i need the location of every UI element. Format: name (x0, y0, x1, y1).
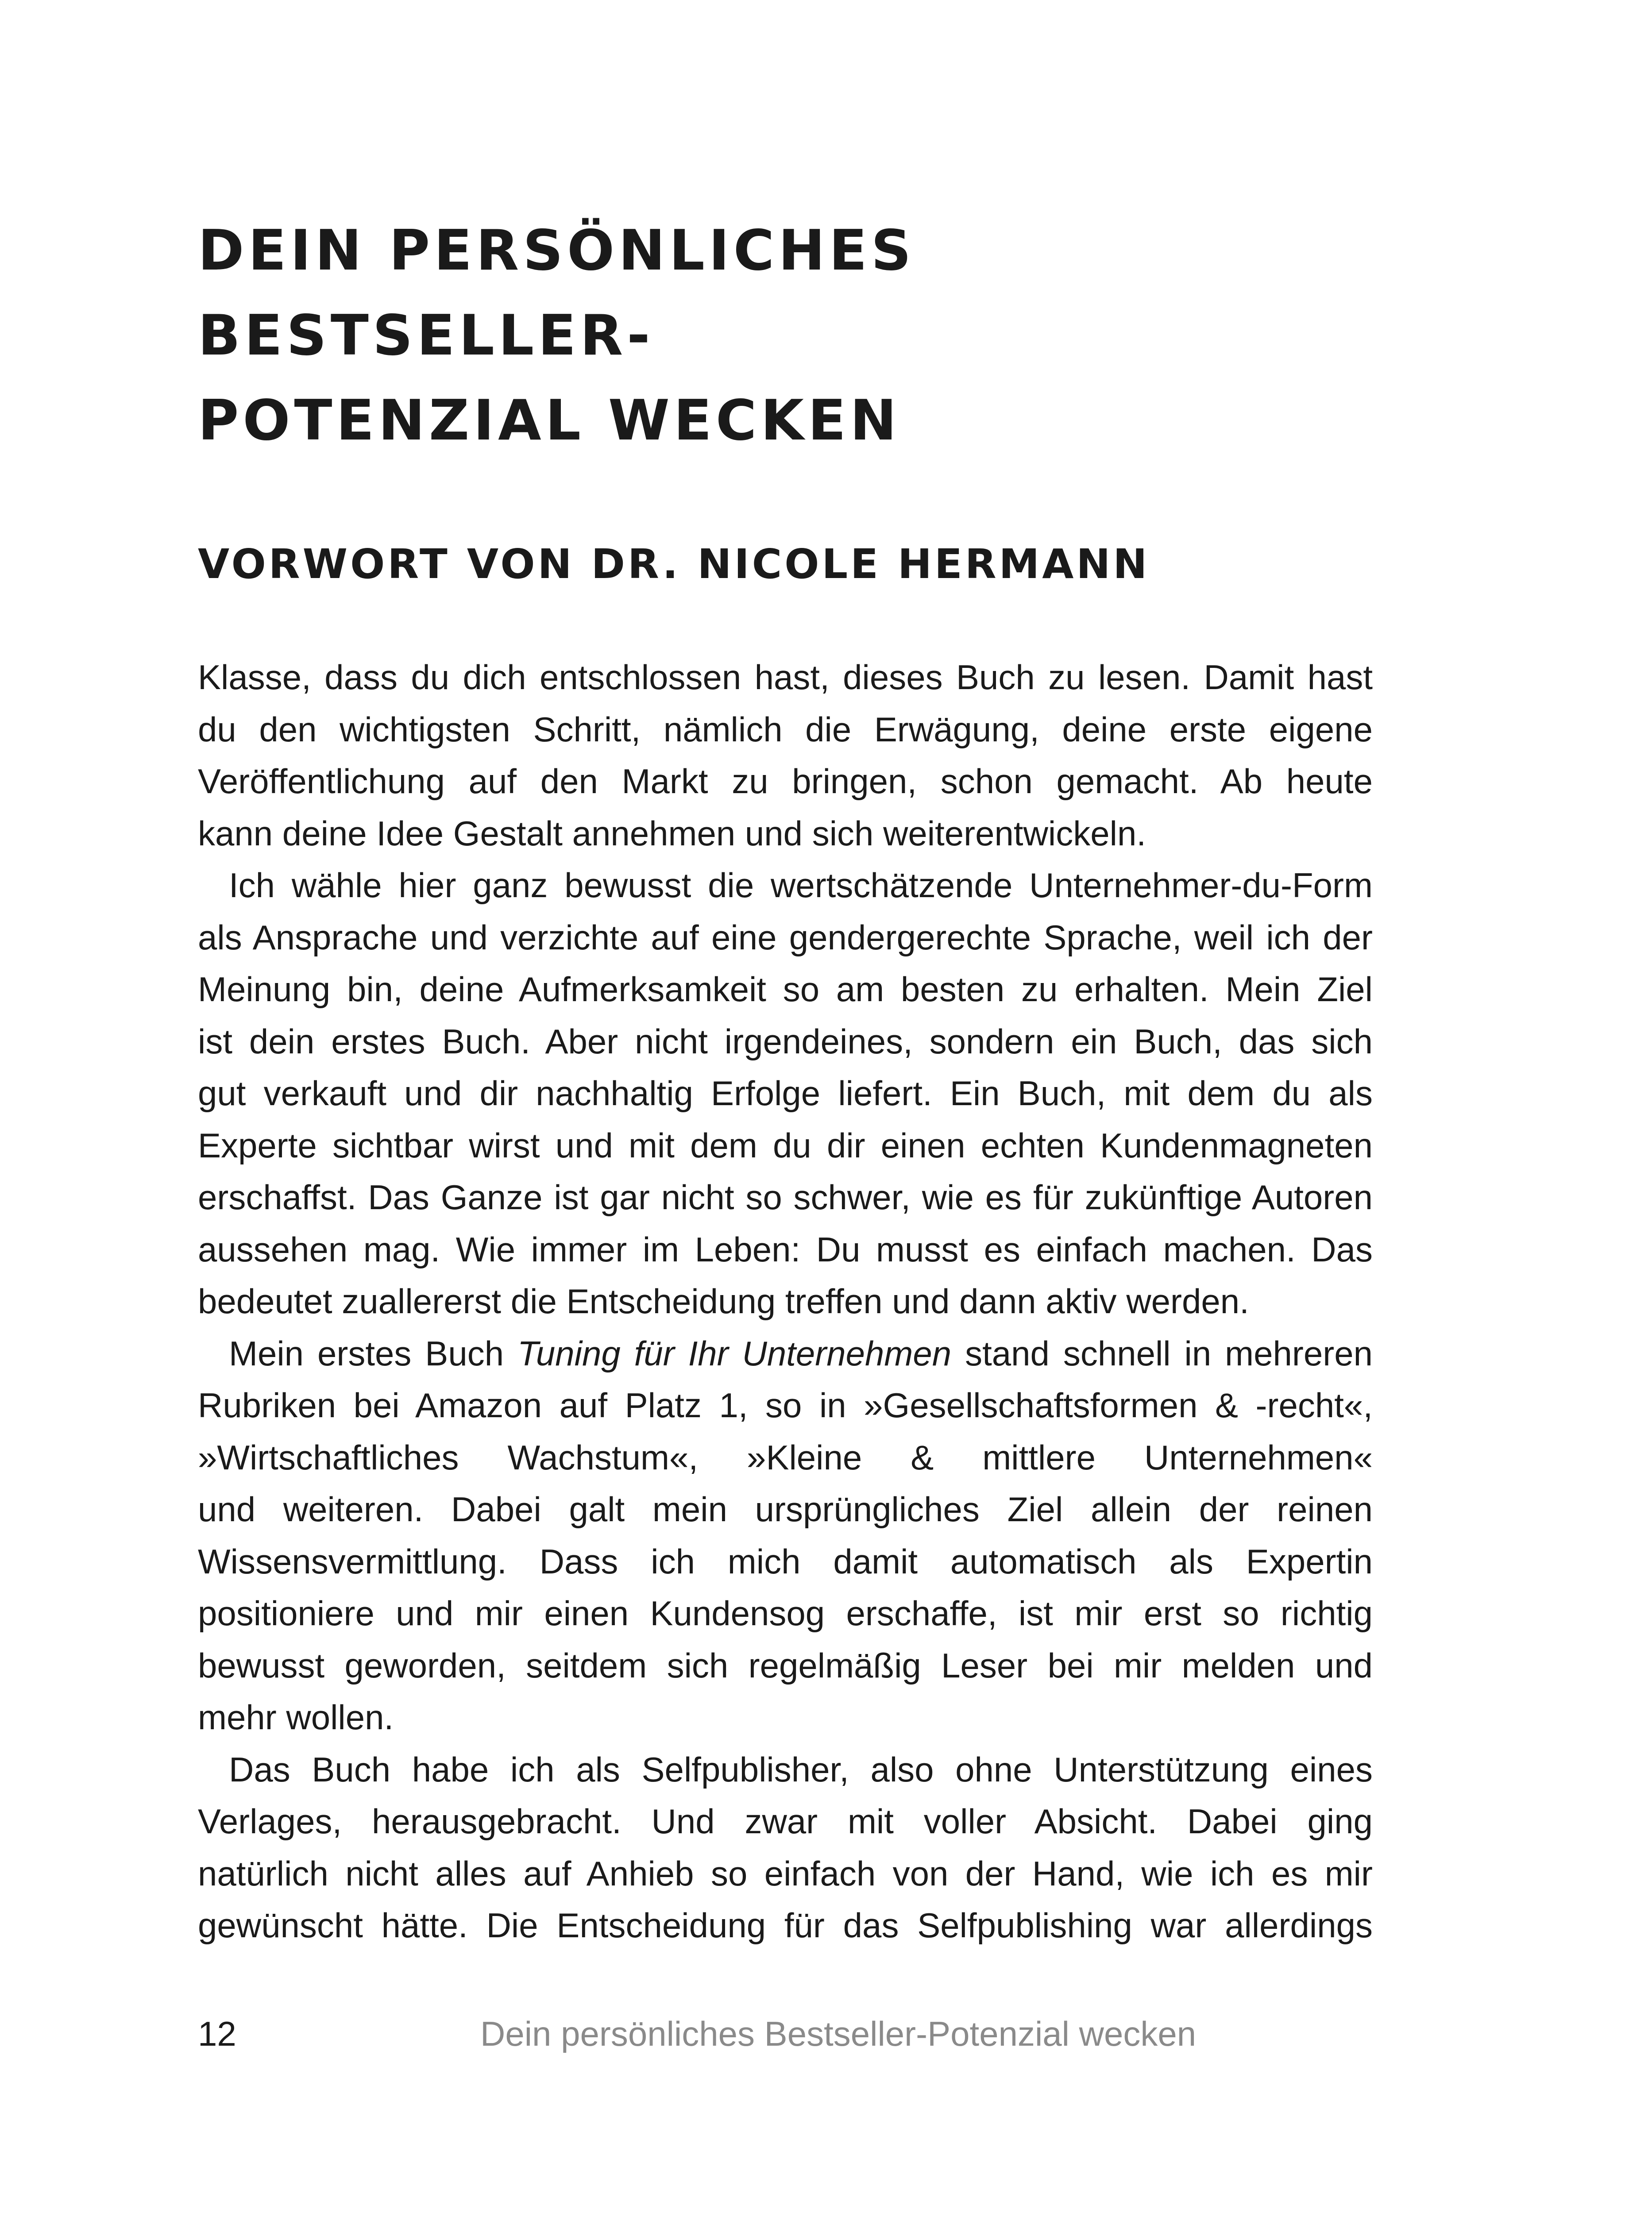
body-line-book-title (198, 1328, 1373, 1380)
body-line: ist dein erstes Buch. Aber nicht irgendeines, sondern ein Buch, das sich (198, 1022, 1373, 1061)
body-line: bewusst geworden, seitdem sich regelmäßig Leser bei mir melden und (198, 1646, 1373, 1685)
body-line: erschaffst. Das Ganze ist gar nicht so schwer, wie es für zukünftige Autoren (198, 1178, 1373, 1217)
body-line: Das Buch habe ich als Selfpublisher, also ohne Unterstützung eines (229, 1750, 1373, 1789)
body-line: Ich wähle hier ganz bewusst die wertschätzende Unternehmer-du-Form (229, 866, 1373, 905)
running-title: Dein persönliches Bestseller-Potenzial wecken (480, 2014, 1197, 2053)
body-line: bedeutet zuallererst die Entscheidung treffen und dann aktiv werden. (198, 1282, 1249, 1321)
body-line-prefix: Mein erstes Buch (229, 1334, 518, 1373)
body-line: Meinung bin, deine Aufmerksamkeit so am besten zu erhalten. Mein Ziel (198, 970, 1373, 1009)
body-line: aussehen mag. Wie immer im Leben: Du musst es einfach machen. Das (198, 1230, 1373, 1269)
body-line: mehr wollen. (198, 1698, 394, 1737)
body-line-suffix: stand schnell in mehreren (951, 1334, 1373, 1373)
body-line: gewünscht hätte. Die Entscheidung für das Selfpublishing war allerdings (198, 1906, 1373, 1945)
section-title: VORWORT VON DR. NICOLE HERMANN (198, 540, 1150, 588)
chapter-title (198, 208, 1393, 463)
body-line: Verlages, herausgebracht. Und zwar mit voller Absicht. Dabei ging (198, 1802, 1373, 1841)
body-line: gut verkauft und dir nachhaltig Erfolge liefert. Ein Buch, mit dem du als (198, 1074, 1373, 1113)
body-text (198, 652, 1373, 1952)
body-line: Veröffentlichung auf den Markt zu bringen, schon gemacht. Ab heute (198, 762, 1373, 801)
body-line: positioniere und mir einen Kundensog erschaffe, ist mir erst so richtig (198, 1594, 1373, 1633)
body-line: Klasse, dass du dich entschlossen hast, dieses Buch zu lesen. Damit hast (198, 658, 1373, 697)
chapter-title-line-2: POTENZIAL WECKEN (198, 388, 901, 453)
body-line: kann deine Idee Gestalt annehmen und sich weiterentwickeln. (198, 813, 1146, 853)
body-line: natürlich nicht alles auf Anhieb so einfach von der Hand, wie ich es mir (198, 1854, 1373, 1893)
body-line: und weiteren. Dabei galt mein ursprüngliches Ziel allein der reinen (198, 1490, 1373, 1529)
body-line: Wissensvermittlung. Dass ich mich damit automatisch als Expertin (198, 1542, 1373, 1581)
body-line: Rubriken bei Amazon auf Platz 1, so in »Gesellschaftsformen & -recht«, (198, 1386, 1373, 1425)
body-line: als Ansprache und verzichte auf eine gendergerechte Sprache, weil ich der (198, 918, 1373, 957)
body-line: »Wirtschaftliches Wachstum«, »Kleine & mittlere Unternehmen« (198, 1438, 1373, 1477)
body-line: du den wichtigsten Schritt, nämlich die Erwägung, deine erste eigene (198, 709, 1373, 749)
page-number: 12 (198, 2014, 236, 2053)
chapter-title-line-1: DEIN PERSÖNLICHES BESTSELLER- (198, 218, 915, 368)
body-line: Experte sichtbar wirst und mit dem du dir einen echten Kundenmagneten (198, 1126, 1373, 1165)
book-title-italic: Tuning für Ihr Unternehmen (517, 1334, 952, 1373)
